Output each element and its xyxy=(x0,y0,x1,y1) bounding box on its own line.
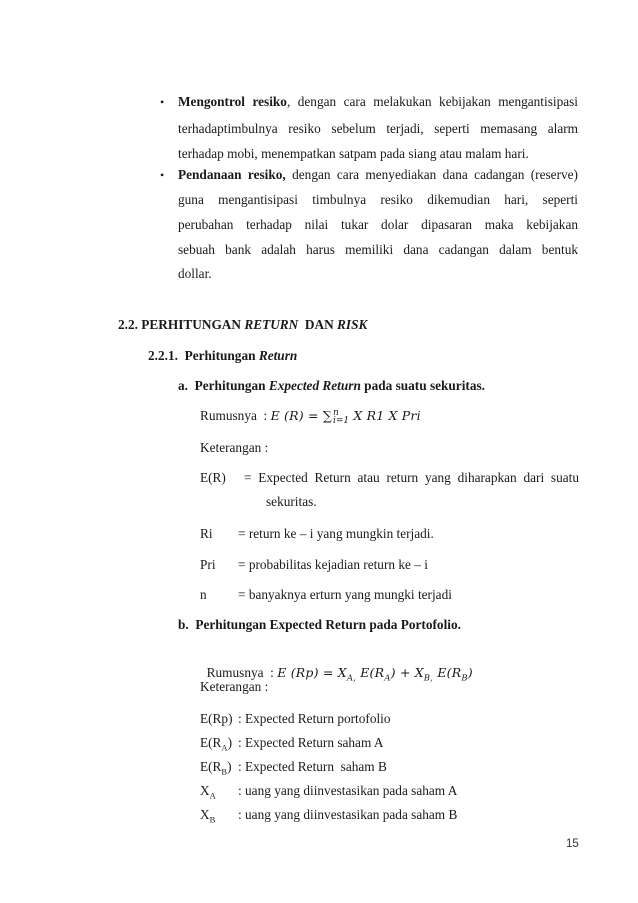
section-heading: 2.2. PERHITUNGAN RETURN DAN RISK xyxy=(118,317,368,332)
bullet-2-line-4: sebuah bank adalah harus memiliki dana cadangan dalam bentuk xyxy=(178,242,578,257)
def-term: $X_B$ xyxy=(200,807,216,825)
bullet-2-line-5: dollar. xyxy=(178,266,212,281)
bullet-2-bold: Pendanaan resiko, xyxy=(178,167,286,182)
def-desc-cont: sekuritas. xyxy=(266,494,317,509)
def-term: Pri xyxy=(200,557,216,572)
def-term: E(R) xyxy=(200,470,226,485)
def-term: $E(R_A)$ xyxy=(200,735,232,753)
part-a-keterangan: Keterangan : xyxy=(200,440,269,455)
def-desc: : Expected Return portofolio xyxy=(238,711,391,726)
subsection-heading: 2.2.1. Perhitungan Return xyxy=(148,348,298,363)
def-term: Ri xyxy=(200,526,213,541)
bullet-1-line-1: Mengontrol resiko, dengan cara melakukan kebijakan mengantisipasi xyxy=(178,94,578,109)
def-desc: = banyaknya erturn yang mungki terjadi xyxy=(238,587,452,602)
def-desc: : Expected Return saham B xyxy=(238,759,387,774)
bullet-marker: • xyxy=(160,168,165,182)
part-a-heading: a. Perhitungan Expected Return pada suatu sekuritas. xyxy=(178,378,485,393)
bullet-1-bold: Mengontrol resiko xyxy=(178,94,287,109)
part-b-heading: b. Perhitungan Expected Return pada Portofolio. xyxy=(178,617,461,632)
bullet-2-line-2: guna mengantisipasi timbulnya resiko dikemudian hari, seperti xyxy=(178,192,578,207)
def-desc: = return ke – i yang mungkin terjadi. xyxy=(238,526,434,541)
def-desc: : uang yang diinvestasikan pada saham B xyxy=(238,807,458,822)
bullet-2-line-1: Pendanaan resiko, dengan cara menyediakan dana cadangan (reserve) xyxy=(178,167,578,182)
def-desc: : uang yang diinvestasikan pada saham A xyxy=(238,783,458,798)
bullet-marker: • xyxy=(160,95,165,109)
part-b-formula: Rumusnya : E $(Rp) = X_{A,}$ $E(R_A) + X_{B,}$ $E(R_B)$ xyxy=(206,665,473,684)
def-term: $X_A$ xyxy=(200,783,216,801)
def-term: n xyxy=(200,587,207,602)
part-b-keterangan: Keterangan : xyxy=(200,679,269,694)
bullet-2-line-3: perubahan terhadap nilai tukar dolar dipasaran maka kebijakan xyxy=(178,217,578,232)
bullet-1-line-3: terhadap mobi, menempatkan satpam pada siang atau malam hari. xyxy=(178,146,529,161)
page-number: 15 xyxy=(566,838,579,850)
part-a-formula: Rumusnya : E (R) = ∑ n i=1 X R1 X Pri xyxy=(200,407,421,426)
def-desc: : Expected Return saham A xyxy=(238,735,384,750)
def-desc: = probabilitas kejadian return ke – i xyxy=(238,557,428,572)
def-desc: = Expected Return atau return yang diharapkan dari suatu xyxy=(244,470,579,485)
def-term: $E(R_B)$ xyxy=(200,759,232,777)
bullet-1-line-2: terhadaptimbulnya resiko sebelum terjadi, seperti memasang alarm xyxy=(178,121,578,136)
def-term: E(Rp) xyxy=(200,711,233,726)
